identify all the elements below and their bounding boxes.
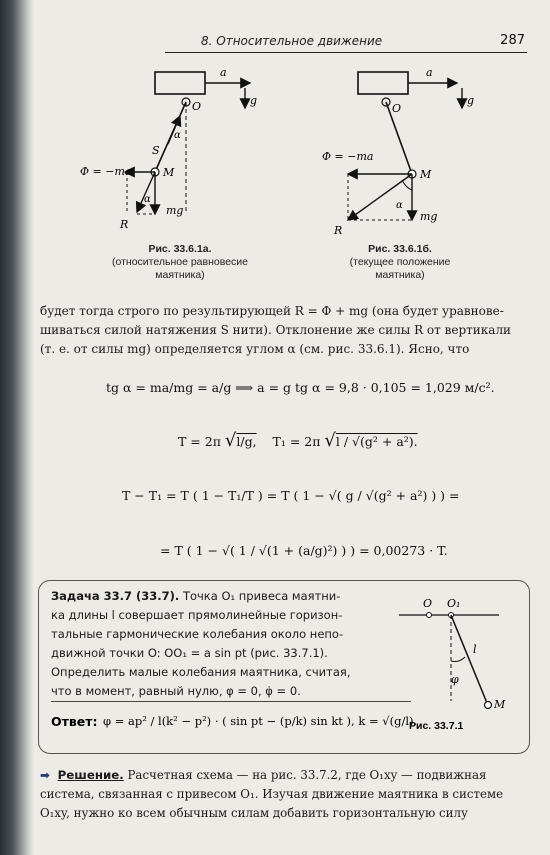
- task-line: движной точки O: OO₁ = a sin pt (рис. 33.7.1).: [51, 646, 328, 660]
- book-binding: [0, 0, 34, 855]
- fig-b-label-alpha: α: [396, 200, 403, 211]
- solution-label: Решение.: [57, 768, 124, 782]
- arrow-right-icon: ➡: [40, 768, 50, 782]
- caption-line: маятника): [155, 269, 205, 281]
- figure-33-6-1a: [80, 62, 260, 242]
- text-line: будет тогда строго по результирующей R = Φ + mg (она будет уравнове-: [40, 304, 504, 318]
- fig-a-label-g: g: [250, 94, 258, 107]
- task-title: Задача 33.7 (33.7).: [51, 589, 180, 603]
- fig-c-label-m: M: [494, 698, 506, 711]
- solution-line: O₁xy, нужно ко всем обычным силам добавить горизонтальную силу: [40, 806, 468, 820]
- fig-c-label-o: O: [423, 597, 433, 610]
- formula-part: T = 2π: [178, 434, 221, 449]
- fig-c-label-phi: φ: [451, 673, 459, 686]
- task-line: Определить малые колебания маятника, считая,: [51, 665, 351, 679]
- formula-periods: T = 2π √l/g, T₁ = 2π √l / √(g² + a²).: [178, 430, 418, 451]
- fig-a-label-alpha: α: [174, 130, 181, 141]
- formula-period-result: = T ( 1 − √( 1 / √(1 + (a/g)²) ) ) = 0,00273 · T.: [160, 543, 448, 558]
- figure-33-6-1a-caption: [100, 243, 260, 282]
- solution: [40, 766, 530, 823]
- caption-title: Рис. 33.6.1б.: [368, 243, 432, 255]
- caption-line: (относительное равновесие: [112, 256, 248, 268]
- formula-part: l/g,: [236, 434, 257, 449]
- fig-a-label-m: M: [163, 166, 175, 179]
- caption-line: (текущее положение: [349, 256, 451, 268]
- formula-part: l / √(g² + a²).: [335, 434, 418, 449]
- page-number: 287: [500, 33, 525, 48]
- formula-period-difference: T − T₁ = T ( 1 − T₁/T ) = T ( 1 − √( g / √(g² + a²) ) ) =: [122, 488, 460, 503]
- answer: [51, 701, 418, 738]
- chapter-title: 8. Относительное движение: [201, 34, 383, 48]
- fig-c-label-o1: O₁: [447, 597, 461, 610]
- fig-b-label-phi: Φ = −ma: [322, 150, 374, 163]
- fig-a-label-r: R: [120, 218, 129, 231]
- fig-a-label-s: S: [152, 144, 160, 157]
- fig-a-label-alpha-2: α: [144, 194, 151, 205]
- fig-b-label-r: R: [334, 224, 343, 237]
- caption-title: Рис. 33.6.1а.: [148, 243, 212, 255]
- fig-b-label-mg: mg: [420, 210, 438, 223]
- running-header: [165, 32, 527, 53]
- answer-formula: φ = ap² / l(k² − p²) · ( sin pt − (p/k) sin kt ), k = √(g/l).: [103, 714, 418, 728]
- task-line: что в момент, равный нулю, φ = 0, φ̇ = 0.: [51, 684, 301, 698]
- task-line: ка длины l совершает прямолинейные горизон-: [51, 608, 343, 622]
- solution-text: Расчетная схема — на рис. 33.7.2, где O₁xy — подвижная: [127, 768, 487, 782]
- solution-line: [40, 766, 530, 785]
- answer-label: Ответ:: [51, 714, 98, 729]
- fig-a-label-a: a: [220, 66, 227, 79]
- caption-line: маятника): [375, 269, 425, 281]
- figure-33-7-1: [389, 591, 519, 736]
- figure-33-6-1b: [312, 62, 502, 242]
- task-statement: [51, 587, 381, 701]
- task-box: [38, 580, 530, 754]
- task-line: Точка O₁ привеса маятни-: [182, 589, 341, 603]
- fig-c-caption: Рис. 33.7.1: [409, 720, 464, 732]
- fig-b-label-g: g: [467, 94, 475, 107]
- fig-b-label-m: M: [420, 168, 432, 181]
- fig-a-label-o: O: [192, 100, 202, 113]
- formula-part: T₁ = 2π: [272, 434, 321, 449]
- task-line: тальные гармонические колебания около непо-: [51, 627, 344, 641]
- fig-b-label-a: a: [426, 66, 433, 79]
- fig-c-label-l: l: [473, 643, 477, 656]
- adjacent-page-edge: [2, 40, 16, 420]
- fig-a-label-mg: mg: [166, 204, 184, 217]
- fig-a-label-phi: Φ = −ma: [80, 165, 132, 178]
- text-line: шиваться силой натяжения S нити). Отклонение же силы R от вертикали: [40, 323, 512, 337]
- text-line: (т. е. от силы mg) определяется углом α (см. рис. 33.6.1). Ясно, что: [40, 342, 470, 356]
- body-paragraph: [40, 302, 530, 359]
- fig-b-label-o: O: [392, 102, 402, 115]
- figure-33-6-1b-caption: [330, 243, 470, 282]
- formula-tg-alpha: tg α = ma/mg = a/g ⟹ a = g tg α = 9,8 · 0,105 = 1,029 м/с².: [106, 380, 495, 395]
- solution-line: система, связанная с привесом O₁. Изучая движение маятника в системе: [40, 787, 504, 801]
